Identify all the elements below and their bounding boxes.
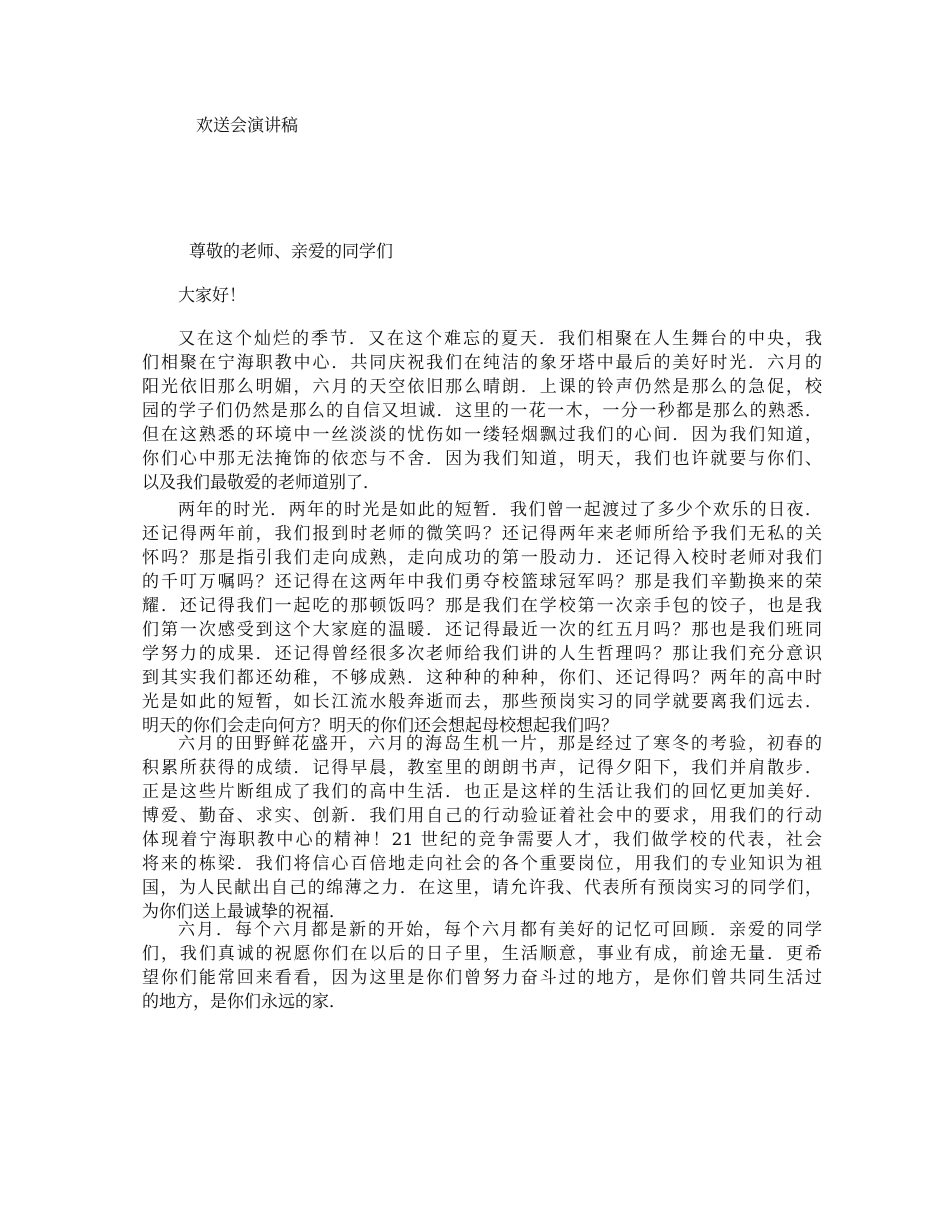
paragraph-line: 博爱、勤奋、求实、创新．我们用自己的行动验证着社会中的要求，用我们的行动 (142, 806, 822, 826)
paragraph-line: 到其实我们都还幼稚，不够成熟．这种种的种种，你们、还记得吗？两年的高中时 (142, 668, 822, 688)
paragraph-line: 六月的田野鲜花盛开，六月的海岛生机一片，那是经过了寒冬的考验，初春的 (178, 734, 822, 754)
paragraph-line: 的千叮万嘱吗？还记得在这两年中我们勇夺校篮球冠军吗？那是我们辛勤换来的荣 (142, 572, 822, 592)
paragraph-line: 明天的你们会走向何方？明天的你们还会想起母校想起我们吗？ (142, 716, 618, 736)
paragraph-line: 们相聚在宁海职教中心．共同庆祝我们在纯洁的象牙塔中最后的美好时光．六月的 (142, 353, 822, 373)
paragraph-line: 光是如此的短暂，如长江流水般奔逝而去，那些预岗实习的同学就要离我们远去． (142, 692, 822, 712)
paragraph-line: 怀吗？那是指引我们走向成熟，走向成功的第一股动力．还记得入校时老师对我们 (142, 548, 822, 568)
paragraph-line: 们第一次感受到这个大家庭的温暖．还记得最近一次的红五月吗？那也是我们班同 (142, 620, 822, 640)
paragraph-line: 积累所获得的成绩．记得早晨，教室里的朗朗书声，记得夕阳下，我们并肩散步． (142, 758, 822, 778)
paragraph-line: 以及我们最敬爱的老师道别了． (142, 473, 380, 493)
paragraph-line: 还记得两年前，我们报到时老师的微笑吗？还记得两年来老师所给予我们无私的关 (142, 524, 822, 544)
paragraph-4 (142, 918, 822, 1014)
paragraph-line: 正是这些片断组成了我们的高中生活．也正是这样的生活让我们的回忆更加美好． (142, 782, 822, 802)
paragraph-line: 为你们送上最诚挚的祝福． (142, 902, 346, 922)
paragraph-line: 们，我们真诚的祝愿你们在以后的日子里，生活顺意，事业有成，前途无量．更希 (142, 944, 822, 964)
document-title: 欢送会演讲稿 (196, 116, 298, 136)
greeting: 大家好！ (178, 286, 246, 306)
paragraph-line: 你们心中那无法掩饰的依恋与不舍．因为我们知道，明天，我们也许就要与你们、 (142, 449, 822, 469)
paragraph-3 (142, 732, 822, 924)
salutation: 尊敬的老师、亲爱的同学们 (189, 242, 393, 262)
paragraph-line: 又在这个灿烂的季节．又在这个难忘的夏天．我们相聚在人生舞台的中央，我 (178, 329, 822, 349)
paragraph-line: 园的学子们仍然是那么的自信又坦诚．这里的一花一木，一分一秒都是那么的熟悉． (142, 401, 822, 421)
paragraph-line: 阳光依旧那么明媚，六月的天空依旧那么晴朗．上课的铃声仍然是那么的急促，校 (142, 377, 822, 397)
paragraph-1 (142, 327, 822, 495)
paragraph-line: 耀．还记得我们一起吃的那顿饭吗？那是我们在学校第一次亲手包的饺子，也是我 (142, 596, 822, 616)
paragraph-2 (142, 498, 822, 738)
paragraph-line: 两年的时光．两年的时光是如此的短暂．我们曾一起渡过了多少个欢乐的日夜． (178, 500, 822, 520)
paragraph-line: 国，为人民献出自己的绵薄之力．在这里，请允许我、代表所有预岗实习的同学们， (142, 878, 822, 898)
paragraph-line: 望你们能常回来看看，因为这里是你们曾努力奋斗过的地方，是你们曾共同生活过 (142, 968, 822, 988)
paragraph-line: 六月．每个六月都是新的开始，每个六月都有美好的记忆可回顾．亲爱的同学 (178, 920, 822, 940)
paragraph-line: 将来的栋梁．我们将信心百倍地走向社会的各个重要岗位，用我们的专业知识为祖 (142, 854, 822, 874)
paragraph-line: 的地方，是你们永远的家． (142, 992, 346, 1012)
paragraph-line: 体现着宁海职教中心的精神！21 世纪的竞争需要人才，我们做学校的代表，社会 (142, 830, 822, 850)
paragraph-line: 但在这熟悉的环境中一丝淡淡的忧伤如一缕轻烟飘过我们的心间．因为我们知道， (142, 425, 822, 445)
paragraph-line: 学努力的成果．还记得曾经很多次老师给我们讲的人生哲理吗？那让我们充分意识 (142, 644, 822, 664)
